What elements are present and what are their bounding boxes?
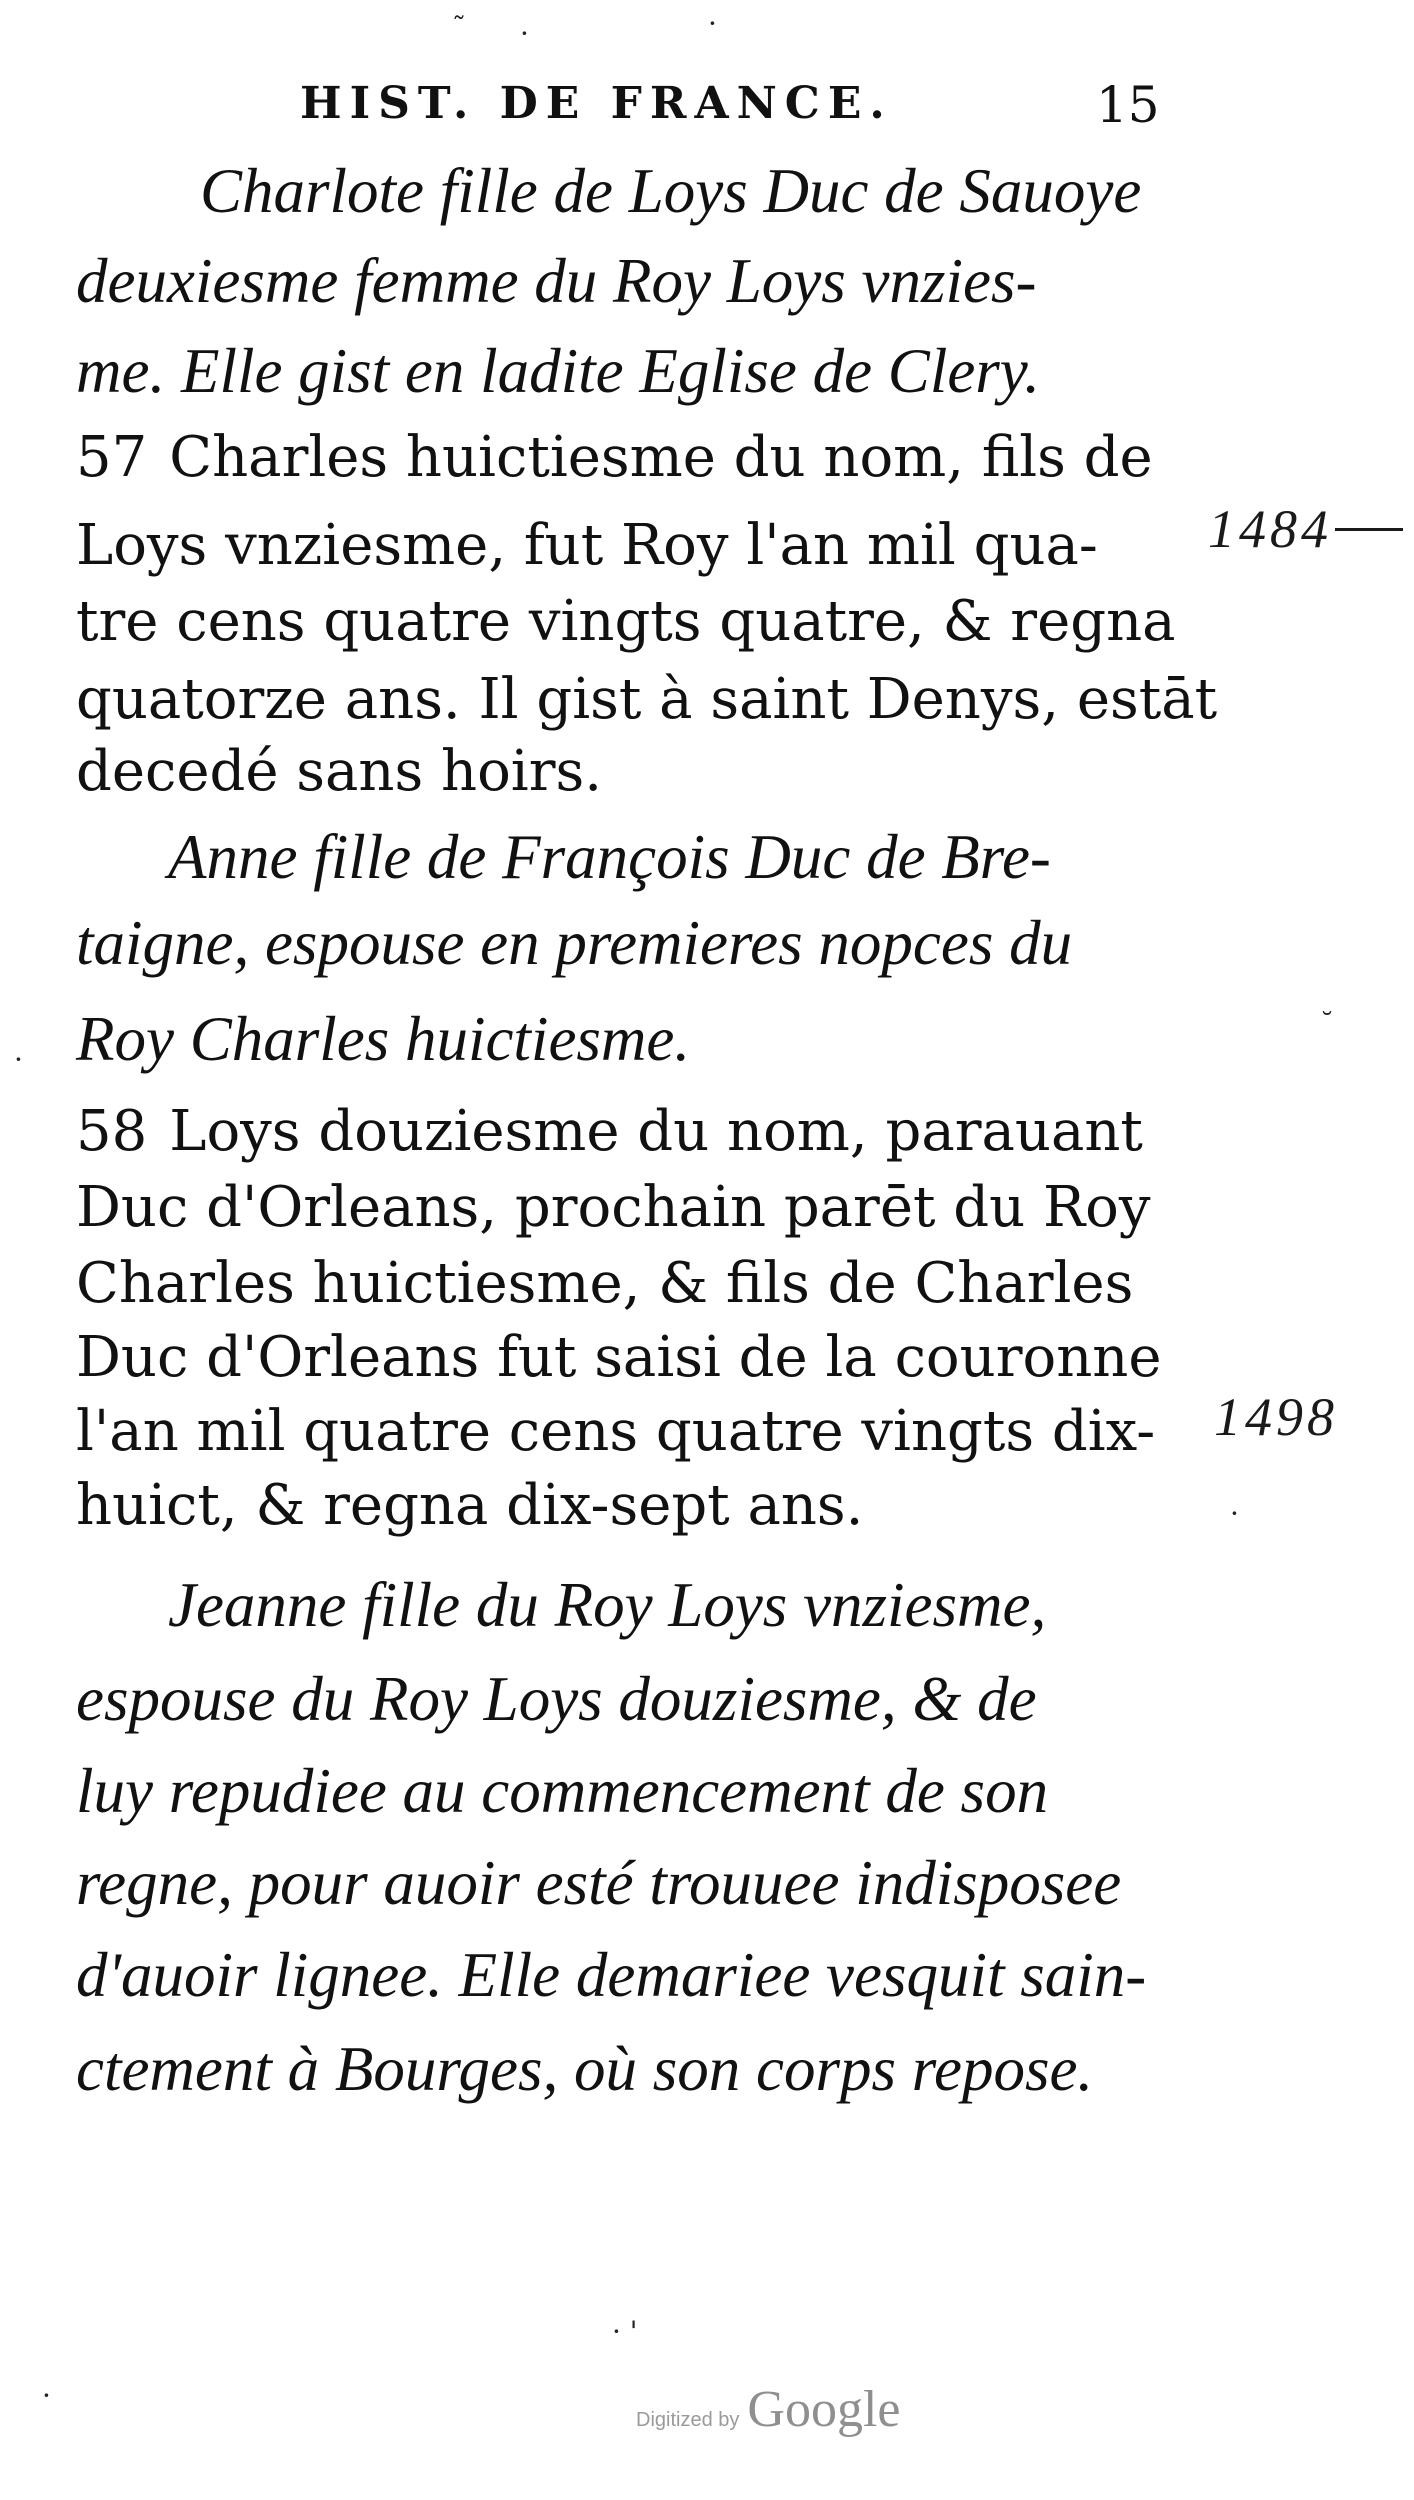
ink-speck: · [1230,1497,1239,1530]
text-line: Duc d'Orleans, prochain parēt du Roy [76,1175,1151,1240]
page-number: 15 [1096,76,1160,134]
text-line-content: Loys douziesme du nom, parauant [169,1099,1143,1164]
text-line: Roy Charles huictiesme. [76,1004,691,1074]
ink-speck: ˜ [452,11,466,44]
ink-speck: · [14,1043,23,1076]
entry-number: 57 [76,425,148,490]
text-line: Jeanne fille du Roy Loys vnziesme, [168,1570,1047,1640]
ink-speck: · ' [612,2315,638,2348]
digitized-watermark [636,2380,900,2439]
watermark-prefix: Digitized by [636,2409,740,2431]
text-line: me. Elle gist en ladite Eglise de Clery. [76,336,1041,406]
ink-speck: · [708,7,717,40]
ink-speck: ˘ [1320,1007,1334,1040]
text-line: taigne, espouse en premieres nopces du [76,908,1073,978]
text-line: huict, & regna dix-sept ans. [76,1473,864,1538]
margin-note-date: 1484 [1208,499,1332,559]
text-line: regne, pour auoir esté trouuee indisposee [76,1848,1122,1918]
ink-speck: · [520,17,529,50]
text-line: ctement à Bourges, où son corps repose. [76,2034,1094,2104]
running-head: HIST. DE FRANCE. [300,78,893,129]
margin-note-date: 1498 [1214,1387,1338,1447]
text-line: Duc d'Orleans fut saisi de la couronne [76,1325,1162,1390]
text-line: Anne fille de François Duc de Bre- [168,822,1051,892]
text-line: l'an mil quatre cens quatre vingts dix- [76,1399,1156,1464]
margin-note-underline [1335,528,1403,531]
google-logo: Google [747,2381,901,2438]
text-line: d'auoir lignee. Elle demariee vesquit sain- [76,1940,1147,2010]
text-line: Charles huictiesme, & fils de Charles [76,1251,1134,1316]
text-line [76,425,1153,490]
text-line: Charlote fille de Loys Duc de Sauoye [200,156,1142,226]
text-line [76,1099,1143,1164]
text-line: luy repudiee au commencement de son [76,1756,1049,1826]
text-line-content: Charles huictiesme du nom, fils de [169,425,1153,490]
text-line: Loys vnziesme, fut Roy l'an mil qua- [76,513,1098,578]
text-line: tre cens quatre vingts quatre, & regna [76,589,1176,654]
text-line: decedé sans hoirs. [76,739,603,804]
entry-number: 58 [76,1099,148,1164]
text-line: espouse du Roy Loys douziesme, & de [76,1664,1037,1734]
text-line: quatorze ans. Il gist à saint Denys, estāt [76,667,1218,732]
ink-speck: · [42,2379,51,2412]
text-line: deuxiesme femme du Roy Loys vnzies- [76,246,1037,316]
